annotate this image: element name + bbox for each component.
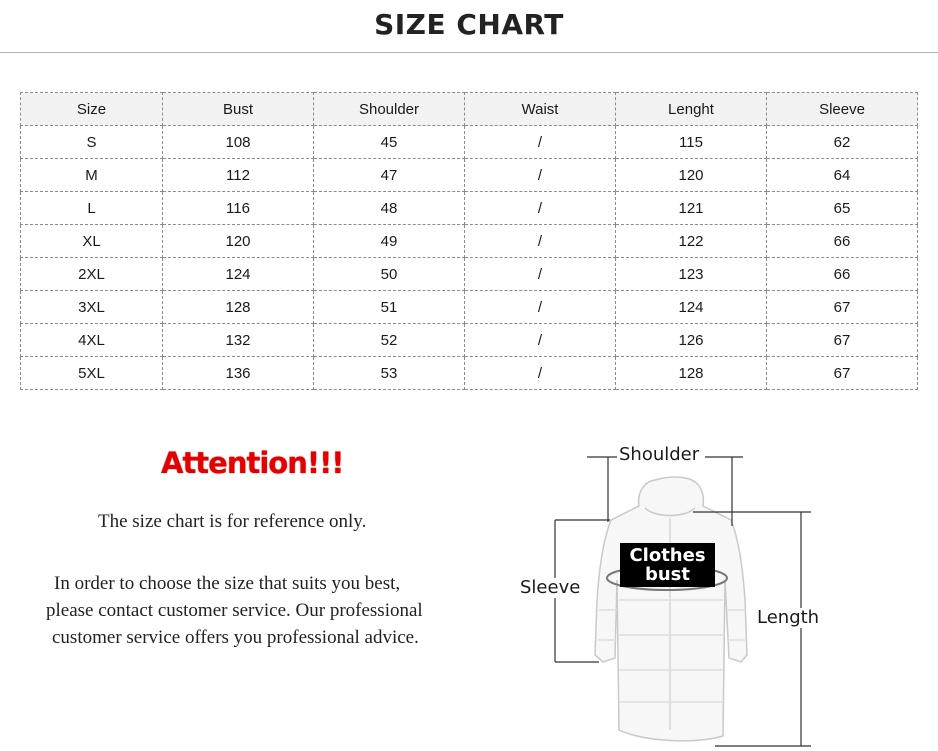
- shoulder-cell: 51: [314, 291, 465, 324]
- column-header: Bust: [163, 93, 314, 126]
- shoulder-cell: 50: [314, 258, 465, 291]
- table-row: [21, 291, 918, 324]
- length-cell: 121: [616, 192, 767, 225]
- bust-cell: 128: [163, 291, 314, 324]
- waist-cell: /: [465, 258, 616, 291]
- table-row: [21, 324, 918, 357]
- shoulder-cell: 53: [314, 357, 465, 390]
- length-label: Length: [757, 607, 820, 628]
- length-cell: 122: [616, 225, 767, 258]
- size-cell: 3XL: [21, 291, 163, 324]
- sleeve-cell: 67: [767, 324, 918, 357]
- coat-outline: [595, 477, 747, 741]
- advice-paragraph: [40, 570, 480, 651]
- size-cell: L: [21, 192, 163, 225]
- sleeve-cell: 67: [767, 357, 918, 390]
- table-header-row: [21, 93, 918, 126]
- length-cell: 126: [616, 324, 767, 357]
- coat-measurement-diagram: [515, 430, 845, 751]
- length-cell: 115: [616, 126, 767, 159]
- attention-heading: Attention!!!: [161, 446, 344, 480]
- title-divider: [0, 52, 938, 53]
- advice-line: customer service offers you professional advice.: [52, 627, 419, 648]
- shoulder-cell: 47: [314, 159, 465, 192]
- table-row: [21, 192, 918, 225]
- size-cell: 4XL: [21, 324, 163, 357]
- bust-cell: 124: [163, 258, 314, 291]
- page-title: SIZE CHART: [374, 8, 564, 41]
- bust-cell: 116: [163, 192, 314, 225]
- waist-cell: /: [465, 192, 616, 225]
- length-cell: 128: [616, 357, 767, 390]
- waist-cell: /: [465, 126, 616, 159]
- shoulder-cell: 45: [314, 126, 465, 159]
- table-row: [21, 225, 918, 258]
- column-header: Lenght: [616, 93, 767, 126]
- column-header: Size: [21, 93, 163, 126]
- length-cell: 120: [616, 159, 767, 192]
- size-cell: 5XL: [21, 357, 163, 390]
- bust-badge-line: bust: [644, 564, 691, 585]
- clothes-bust-badge: [620, 543, 715, 587]
- table-row: [21, 159, 918, 192]
- table-row: [21, 357, 918, 390]
- sleeve-cell: 65: [767, 192, 918, 225]
- size-cell: 2XL: [21, 258, 163, 291]
- bust-cell: 112: [163, 159, 314, 192]
- reference-note: The size chart is for reference only.: [98, 511, 367, 532]
- shoulder-cell: 49: [314, 225, 465, 258]
- size-cell: S: [21, 126, 163, 159]
- bust-cell: 132: [163, 324, 314, 357]
- length-cell: 123: [616, 258, 767, 291]
- waist-cell: /: [465, 357, 616, 390]
- bust-cell: 136: [163, 357, 314, 390]
- advice-line: please contact customer service. Our professional: [46, 600, 423, 621]
- column-header: Shoulder: [314, 93, 465, 126]
- bust-badge-line: Clothes: [629, 545, 706, 566]
- length-cell: 124: [616, 291, 767, 324]
- shoulder-cell: 52: [314, 324, 465, 357]
- sleeve-cell: 62: [767, 126, 918, 159]
- waist-cell: /: [465, 159, 616, 192]
- waist-cell: /: [465, 324, 616, 357]
- bust-cell: 108: [163, 126, 314, 159]
- column-header: Waist: [465, 93, 616, 126]
- sleeve-cell: 66: [767, 225, 918, 258]
- table-row: [21, 258, 918, 291]
- advice-line: In order to choose the size that suits you best,: [54, 573, 401, 594]
- size-cell: M: [21, 159, 163, 192]
- table-row: [21, 126, 918, 159]
- shoulder-cell: 48: [314, 192, 465, 225]
- size-table: [20, 92, 918, 390]
- shoulder-label: Shoulder: [619, 444, 700, 465]
- size-cell: XL: [21, 225, 163, 258]
- sleeve-label: Sleeve: [520, 577, 581, 598]
- sleeve-cell: 66: [767, 258, 918, 291]
- bust-cell: 120: [163, 225, 314, 258]
- sleeve-cell: 67: [767, 291, 918, 324]
- sleeve-cell: 64: [767, 159, 918, 192]
- column-header: Sleeve: [767, 93, 918, 126]
- waist-cell: /: [465, 291, 616, 324]
- waist-cell: /: [465, 225, 616, 258]
